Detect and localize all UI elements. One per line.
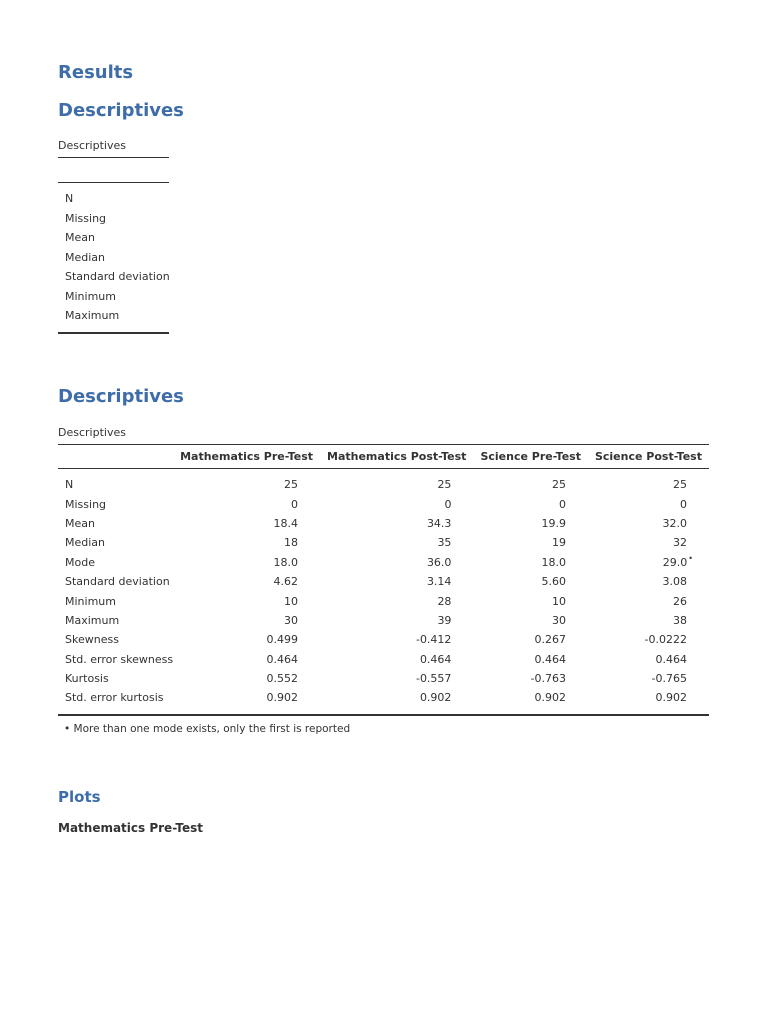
cell-value-text: 30 — [551, 613, 566, 627]
descriptives-table-2 — [58, 444, 709, 716]
cell-value — [473, 572, 588, 591]
cell-value — [588, 494, 709, 513]
table-row-label: Mean — [65, 231, 95, 244]
cell-value — [320, 469, 473, 495]
cell-value — [588, 630, 709, 649]
cell-value-text: 32 — [672, 536, 687, 550]
cell-value — [173, 591, 320, 610]
column-header-science-post: Science Post-Test — [588, 445, 709, 469]
cell-value — [473, 591, 588, 610]
descriptives-heading-2: Descriptives — [58, 386, 184, 407]
plot-subtitle: Mathematics Pre-Test — [58, 821, 204, 835]
cell-value — [473, 533, 588, 552]
table-bottom-rule — [58, 332, 169, 334]
table-row — [58, 533, 709, 552]
cell-value-text: 35 — [437, 536, 452, 550]
cell-value — [173, 533, 320, 552]
cell-value — [173, 611, 320, 630]
results-heading: Results — [58, 62, 134, 83]
cell-value — [473, 630, 588, 649]
column-header-math-post: Mathematics Post-Test — [320, 445, 473, 469]
table-row — [58, 630, 709, 649]
cell-value-text: 3.14 — [426, 575, 452, 589]
cell-value-text: 4.62 — [273, 575, 299, 589]
cell-value-text: -0.557 — [415, 672, 452, 686]
row-label: Std. error skewness — [65, 652, 174, 666]
cell-value — [473, 688, 588, 714]
cell-value-text: 29.0 — [662, 555, 688, 569]
cell-value-text: 18.0 — [273, 555, 299, 569]
cell-value — [588, 572, 709, 591]
cell-value — [320, 669, 473, 688]
table-row — [58, 688, 709, 714]
cell-value — [173, 494, 320, 513]
cell-value — [588, 591, 709, 610]
cell-value-text: 30 — [284, 613, 299, 627]
cell-value-text: 28 — [437, 594, 452, 608]
column-header-math-pre: Mathematics Pre-Test — [173, 445, 320, 469]
descriptives-table-2-body — [58, 469, 709, 715]
table-row — [58, 650, 709, 669]
cell-value-text: 0.902 — [655, 691, 687, 705]
cell-value — [320, 514, 473, 533]
cell-value-text: 26 — [672, 594, 687, 608]
cell-value-text: 0.902 — [419, 691, 452, 705]
table-row-label: Missing — [65, 211, 107, 225]
cell-value-text: -0.765 — [651, 672, 687, 686]
cell-value — [588, 514, 709, 533]
cell-value — [320, 630, 473, 649]
cell-value-text: 0 — [558, 497, 566, 511]
cell-value — [173, 688, 320, 714]
cell-value — [473, 514, 588, 533]
table-header-row — [58, 445, 709, 469]
cell-value-text: 32.0 — [662, 516, 687, 530]
cell-value-text: 0 — [444, 497, 452, 511]
table-row-label: Maximum — [65, 309, 120, 322]
cell-value — [588, 469, 709, 495]
cell-value-text: 0.464 — [655, 652, 687, 666]
cell-value-text: 38 — [672, 613, 687, 627]
table-row-label: Minimum — [65, 289, 116, 303]
cell-value-text: 10 — [551, 594, 566, 608]
table-row — [58, 514, 709, 533]
cell-value — [320, 553, 473, 572]
cell-value-text: 25 — [672, 478, 687, 492]
column-header-science-pre: Science Pre-Test — [473, 445, 588, 469]
row-label: N — [65, 478, 74, 492]
table-row — [58, 553, 709, 572]
cell-value — [173, 553, 320, 572]
cell-value-text: 3.08 — [662, 575, 687, 589]
cell-value — [588, 650, 709, 669]
cell-value-text: -0.412 — [415, 633, 452, 647]
row-label: Median — [65, 536, 106, 550]
cell-value-text: 0.464 — [266, 652, 299, 666]
cell-value-text: 19.9 — [541, 516, 566, 530]
cell-value-text: 18.0 — [541, 555, 566, 569]
row-label: Mode — [65, 555, 95, 569]
cell-value — [473, 494, 588, 513]
mode-footnote: • More than one mode exists, only the first is reported — [64, 723, 351, 735]
cell-value-text: 0.464 — [534, 652, 566, 666]
row-label: Kurtosis — [65, 672, 109, 686]
cell-value-text: 25 — [284, 478, 299, 492]
table-row — [58, 494, 709, 513]
cell-value — [320, 591, 473, 610]
row-label: Std. error kurtosis — [58, 688, 173, 714]
cell-value-text: 0.552 — [266, 672, 299, 686]
cell-value — [320, 572, 473, 591]
cell-value-text: 25 — [551, 478, 566, 492]
descriptives-caption-2: Descriptives — [58, 426, 126, 439]
cell-value-text: 0.464 — [419, 652, 452, 666]
descriptives-caption-1: Descriptives — [58, 139, 126, 152]
plots-heading: Plots — [58, 788, 101, 806]
descriptives-heading-1: Descriptives — [58, 100, 184, 121]
row-label: Skewness — [65, 633, 119, 647]
cell-value — [320, 494, 473, 513]
cell-value-text: 34.3 — [426, 516, 452, 530]
cell-value-text: -0.763 — [530, 672, 566, 686]
cell-value-text: -0.0222 — [644, 633, 687, 647]
table-row — [58, 669, 709, 688]
cell-value — [173, 514, 320, 533]
cell-value — [588, 553, 709, 572]
cell-value — [320, 650, 473, 669]
cell-value — [473, 553, 588, 572]
cell-value — [473, 469, 588, 495]
cell-value — [173, 469, 320, 495]
cell-value-text: 0 — [291, 497, 299, 511]
table-row — [58, 572, 709, 591]
descriptives-table-1 — [58, 157, 169, 334]
cell-value-text: 18.4 — [273, 516, 299, 530]
row-label: Missing — [65, 497, 107, 511]
table-row — [58, 469, 709, 495]
cell-value-text: 25 — [437, 478, 452, 492]
table-row-label: Standard deviation — [65, 270, 170, 283]
cell-value — [320, 533, 473, 552]
table-row — [58, 611, 709, 630]
cell-value-text: 19 — [551, 536, 566, 550]
column-header-blank — [58, 445, 173, 469]
row-label: Mean — [65, 516, 95, 530]
cell-value — [588, 669, 709, 688]
cell-value — [320, 611, 473, 630]
cell-value-text: 0.902 — [266, 691, 299, 705]
cell-value — [173, 630, 320, 649]
cell-value-text: 5.60 — [541, 575, 566, 589]
row-label: Minimum — [65, 594, 116, 608]
cell-value-text: 0.902 — [534, 691, 566, 705]
cell-value — [173, 572, 320, 591]
cell-value — [173, 650, 320, 669]
mode-marker: • — [688, 554, 693, 564]
cell-value — [588, 688, 709, 714]
descriptives-table-1-rows — [58, 189, 169, 326]
row-label: Standard deviation — [65, 575, 170, 589]
cell-value — [320, 688, 473, 714]
row-label: Maximum — [65, 613, 120, 627]
table-row-label: N — [65, 192, 74, 205]
table-row-label: Median — [65, 250, 106, 264]
cell-value — [473, 650, 588, 669]
cell-value-text: 39 — [437, 613, 452, 627]
cell-value-text: 0.267 — [534, 633, 566, 647]
cell-value — [473, 611, 588, 630]
cell-value — [473, 669, 588, 688]
cell-value — [173, 669, 320, 688]
cell-value — [588, 611, 709, 630]
table-row — [58, 591, 709, 610]
cell-value-text: 0.499 — [266, 633, 299, 647]
cell-value-text: 36.0 — [426, 555, 452, 569]
cell-value-text: 0 — [679, 497, 687, 511]
cell-value-text: 10 — [284, 594, 299, 608]
cell-value-text: 18 — [284, 536, 299, 550]
cell-value — [588, 533, 709, 552]
